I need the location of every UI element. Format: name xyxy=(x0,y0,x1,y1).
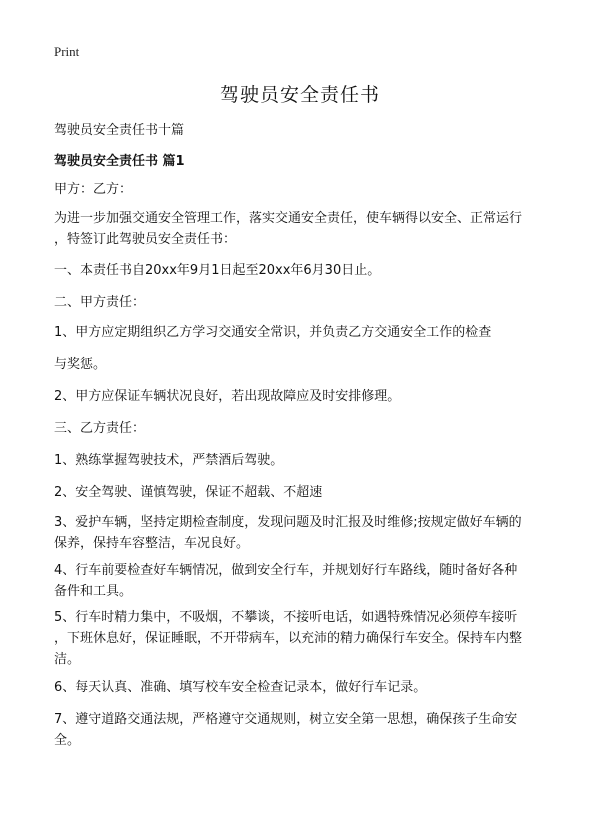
paragraph-party-b-4: 4、行车前要检查好车辆情况，做到安全行车，并规划好行车路线，随时备好各种 备件和工具。 xyxy=(54,563,518,599)
paragraph-party-b-6: 6、每天认真、准确、填写校车安全检查记录本，做好行车记录。 xyxy=(54,680,427,695)
paragraph-party-b-5: 5、行车时精力集中，不吸烟，不攀谈，不接听电话，如遇特殊情况必须停车接听 ，下班休息好，保证睡眠，不开带病车，以充沛的精力确保行车安全。保持车内整 洁。 xyxy=(54,610,523,667)
page-title: 驾驶员安全责任书 xyxy=(219,84,380,106)
paragraph-term: 一、本责任书自20xx年9月1日起至20xx年6月30日止。 xyxy=(54,263,381,278)
paragraph-party-b-7: 7、遵守道路交通法规，严格遵守交通规则，树立安全第一思想，确保孩子生命安 全。 xyxy=(54,712,518,748)
paragraph-party-a-1-cont: 与奖惩。 xyxy=(54,357,107,372)
paragraph-parties: 甲方：乙方： xyxy=(54,182,133,197)
paragraph-party-a-2: 2、甲方应保证车辆状况良好，若出现故障应及时安排修理。 xyxy=(54,389,401,404)
paragraph-intro: 为进一步加强交通安全管理工作，落实交通安全责任，使车辆得以安全、正常运行 ，特签订此驾驶员安全责任书： xyxy=(54,211,523,247)
section-heading: 驾驶员安全责任书 篇1 xyxy=(54,154,185,169)
paragraph-party-b-3: 3、爱护车辆，坚持定期检查制度，发现问题及时汇报及时维修;按规定做好车辆的 保养，保持车容整洁，车况良好。 xyxy=(54,515,522,551)
paragraph-party-b-1: 1、熟练掌握驾驶技术，严禁酒后驾驶。 xyxy=(54,453,284,468)
document-subtitle: 驾驶员安全责任书十篇 xyxy=(54,123,185,138)
paragraph-party-a-1: 1、甲方应定期组织乙方学习交通安全常识，并负责乙方交通安全工作的检查 xyxy=(54,325,492,340)
paragraph-party-b-heading: 三、乙方责任： xyxy=(54,421,146,436)
paragraph-party-b-2: 2、安全驾驶、谨慎驾驶，保证不超载、不超速 xyxy=(54,485,323,500)
paragraph-party-a-heading: 二、甲方责任： xyxy=(54,295,146,310)
print-link[interactable]: Print xyxy=(54,44,80,59)
